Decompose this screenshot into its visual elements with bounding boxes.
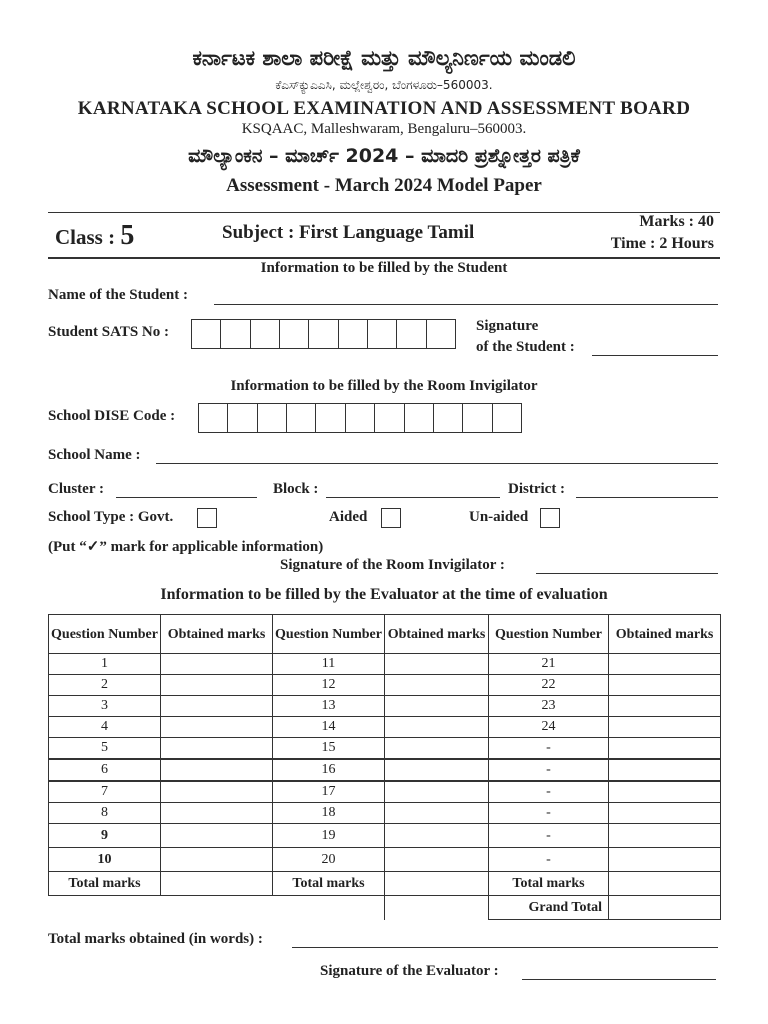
sats-digit-box[interactable] [280, 320, 309, 348]
school-type-label: School Type : Govt. [48, 509, 174, 525]
question-number: 7 [49, 781, 161, 803]
column-header-obtained: Obtained marks [161, 615, 273, 654]
obtained-marks-cell[interactable] [609, 717, 721, 738]
obtained-marks-cell[interactable] [161, 738, 273, 760]
question-number: 14 [273, 717, 385, 738]
unaided-checkbox[interactable] [540, 508, 560, 528]
student-signature-field[interactable] [592, 341, 718, 356]
obtained-marks-cell[interactable] [385, 781, 489, 803]
dise-digit-box[interactable] [228, 404, 257, 432]
school-name-label: School Name : [48, 447, 141, 463]
question-number: - [489, 781, 609, 803]
block-label: Block : [273, 481, 319, 497]
table-row [49, 738, 721, 760]
govt-checkbox[interactable] [197, 508, 217, 528]
total-marks-cell[interactable] [385, 872, 489, 896]
obtained-marks-cell[interactable] [385, 696, 489, 717]
total-in-words-field[interactable] [292, 933, 718, 948]
column-header-obtained: Obtained marks [385, 615, 489, 654]
evaluator-section-heading: Information to be filled by the Evaluator at the time of evaluation [160, 586, 608, 603]
block-field[interactable] [326, 483, 500, 498]
question-number: 2 [49, 675, 161, 696]
board-name-kannada: ಕರ್ನಾಟಕ ಶಾಲಾ ಪರೀಕ್ಷೆ ಮತ್ತು ಮೌಲ್ಯನಿರ್ಣಯ ಮಂಡಲಿ [192, 46, 576, 70]
board-address-english: KSQAAC, Malleshwaram, Bengaluru–560003. [241, 121, 527, 137]
question-number: 23 [489, 696, 609, 717]
grand-total-row [49, 896, 721, 920]
obtained-marks-cell[interactable] [161, 848, 273, 872]
sats-digit-box[interactable] [368, 320, 397, 348]
obtained-marks-cell[interactable] [609, 696, 721, 717]
total-marks-label: Total marks [273, 872, 385, 896]
question-number: 8 [49, 803, 161, 824]
obtained-marks-cell[interactable] [161, 696, 273, 717]
student-signature-label-1: Signature [476, 318, 539, 334]
column-header-question: Question Number [489, 615, 609, 654]
class-field [55, 220, 134, 252]
dise-digit-box[interactable] [434, 404, 463, 432]
dise-digit-box[interactable] [316, 404, 345, 432]
question-number: 11 [273, 654, 385, 675]
question-number: 6 [49, 759, 161, 781]
sats-digit-box[interactable] [251, 320, 280, 348]
student-signature-label-2: of the Student : [476, 339, 575, 355]
obtained-marks-cell[interactable] [609, 848, 721, 872]
question-number: 17 [273, 781, 385, 803]
grand-total-label: Grand Total [489, 896, 609, 920]
question-number: 5 [49, 738, 161, 760]
dise-digit-box[interactable] [493, 404, 521, 432]
column-header-question: Question Number [273, 615, 385, 654]
obtained-marks-cell[interactable] [161, 675, 273, 696]
obtained-marks-cell[interactable] [385, 803, 489, 824]
total-marks-row [49, 872, 721, 896]
sats-label: Student SATS No : [48, 324, 170, 340]
dise-digit-box[interactable] [199, 404, 228, 432]
obtained-marks-cell[interactable] [385, 848, 489, 872]
question-number: 18 [273, 803, 385, 824]
obtained-marks-cell[interactable] [161, 654, 273, 675]
invigilator-signature-label: Signature of the Room Invigilator : [280, 557, 505, 573]
obtained-marks-cell[interactable] [161, 717, 273, 738]
tick-mark-note: (Put “✓” mark for applicable information) [48, 539, 324, 555]
sats-digit-box[interactable] [339, 320, 368, 348]
question-number: 16 [273, 759, 385, 781]
sats-digit-box[interactable] [221, 320, 250, 348]
column-header-question: Question Number [49, 615, 161, 654]
dise-digit-box[interactable] [287, 404, 316, 432]
time-field: Time : 2 Hours [610, 235, 714, 252]
district-field[interactable] [576, 483, 718, 498]
board-name-english: KARNATAKA SCHOOL EXAMINATION AND ASSESSMENT BOARD [77, 98, 691, 119]
table-row [49, 759, 721, 781]
obtained-marks-cell[interactable] [385, 717, 489, 738]
obtained-marks-cell[interactable] [609, 675, 721, 696]
total-marks-cell[interactable] [609, 872, 721, 896]
obtained-marks-cell[interactable] [161, 781, 273, 803]
question-number: 9 [49, 824, 161, 848]
class-value: 5 [120, 220, 135, 251]
grand-total-cell[interactable] [609, 896, 721, 920]
table-row [49, 675, 721, 696]
question-number: 1 [49, 654, 161, 675]
class-label: Class : [55, 225, 116, 249]
question-number: - [489, 803, 609, 824]
question-number: 21 [489, 654, 609, 675]
sats-digit-box[interactable] [192, 320, 221, 348]
table-row [49, 654, 721, 675]
dise-digit-box[interactable] [375, 404, 404, 432]
aided-label: Aided [329, 509, 368, 525]
obtained-marks-cell[interactable] [385, 738, 489, 760]
obtained-marks-cell[interactable] [161, 803, 273, 824]
obtained-marks-cell[interactable] [385, 654, 489, 675]
obtained-marks-cell[interactable] [161, 824, 273, 848]
aided-checkbox[interactable] [381, 508, 401, 528]
sats-digit-box[interactable] [427, 320, 455, 348]
student-name-field[interactable] [214, 290, 718, 305]
question-number: - [489, 848, 609, 872]
question-number: 4 [49, 717, 161, 738]
total-in-words-label: Total marks obtained (in words) : [48, 931, 263, 947]
dise-digit-box[interactable] [346, 404, 375, 432]
subject-field: Subject : First Language Tamil [222, 222, 475, 243]
dise-digit-box[interactable] [405, 404, 434, 432]
table-row [49, 696, 721, 717]
table-header-row [49, 615, 721, 654]
question-number: 12 [273, 675, 385, 696]
question-number: 15 [273, 738, 385, 760]
obtained-marks-cell[interactable] [609, 781, 721, 803]
exam-title-kannada: ಮೌಲ್ಯಾಂಕನ – ಮಾರ್ಚ್ 2024 – ಮಾದರಿ ಪ್ರಶ್ನೋತ್ತರ ಪತ್ರಿಕೆ [188, 145, 580, 167]
dise-code-boxes[interactable] [198, 403, 522, 433]
table-row [49, 848, 721, 872]
exam-title-english: Assessment - March 2024 Model Paper [226, 175, 542, 196]
obtained-marks-cell[interactable] [385, 759, 489, 781]
dise-digit-box[interactable] [463, 404, 492, 432]
divider-bottom [48, 257, 720, 259]
obtained-marks-cell[interactable] [161, 759, 273, 781]
evaluation-table [48, 614, 721, 920]
evaluator-signature-label: Signature of the Evaluator : [320, 963, 499, 979]
sats-digit-box[interactable] [397, 320, 426, 348]
district-label: District : [508, 481, 566, 497]
cluster-label: Cluster : [48, 481, 104, 497]
total-marks-label: Total marks [49, 872, 161, 896]
total-marks-cell[interactable] [161, 872, 273, 896]
obtained-marks-cell[interactable] [609, 738, 721, 760]
dise-code-label: School DISE Code : [48, 408, 176, 424]
column-header-obtained: Obtained marks [609, 615, 721, 654]
question-number: 10 [49, 848, 161, 872]
student-name-label: Name of the Student : [48, 287, 188, 303]
question-number: 3 [49, 696, 161, 717]
question-number: - [489, 759, 609, 781]
marks-field: Marks : 40 [639, 213, 714, 230]
question-number: 19 [273, 824, 385, 848]
table-row [49, 781, 721, 803]
cluster-field[interactable] [116, 483, 257, 498]
unaided-label: Un-aided [469, 509, 529, 525]
sats-digit-box[interactable] [309, 320, 338, 348]
table-row [49, 824, 721, 848]
obtained-marks-cell[interactable] [609, 824, 721, 848]
obtained-marks-cell[interactable] [385, 675, 489, 696]
question-number: 22 [489, 675, 609, 696]
board-address-kannada: ಕೆಎಸ್‌ಕ್ಯುಎಎಸಿ, ಮಲ್ಲೇಶ್ವರಂ, ಬೆಂಗಳೂರು–560003. [275, 78, 493, 92]
invigilator-signature-field[interactable] [536, 559, 718, 574]
table-row [49, 717, 721, 738]
question-number: 13 [273, 696, 385, 717]
question-number: 20 [273, 848, 385, 872]
question-number: - [489, 824, 609, 848]
question-number: 24 [489, 717, 609, 738]
obtained-marks-cell[interactable] [609, 803, 721, 824]
sats-number-boxes[interactable] [191, 319, 456, 349]
total-marks-label: Total marks [489, 872, 609, 896]
table-row [49, 803, 721, 824]
obtained-marks-cell[interactable] [385, 824, 489, 848]
question-number: - [489, 738, 609, 760]
student-section-heading: Information to be filled by the Student [260, 260, 508, 276]
dise-digit-box[interactable] [258, 404, 287, 432]
evaluator-signature-field[interactable] [522, 965, 716, 980]
obtained-marks-cell[interactable] [609, 759, 721, 781]
obtained-marks-cell[interactable] [609, 654, 721, 675]
invigilator-section-heading: Information to be filled by the Room Invigilator [230, 378, 538, 394]
school-name-field[interactable] [156, 449, 718, 464]
